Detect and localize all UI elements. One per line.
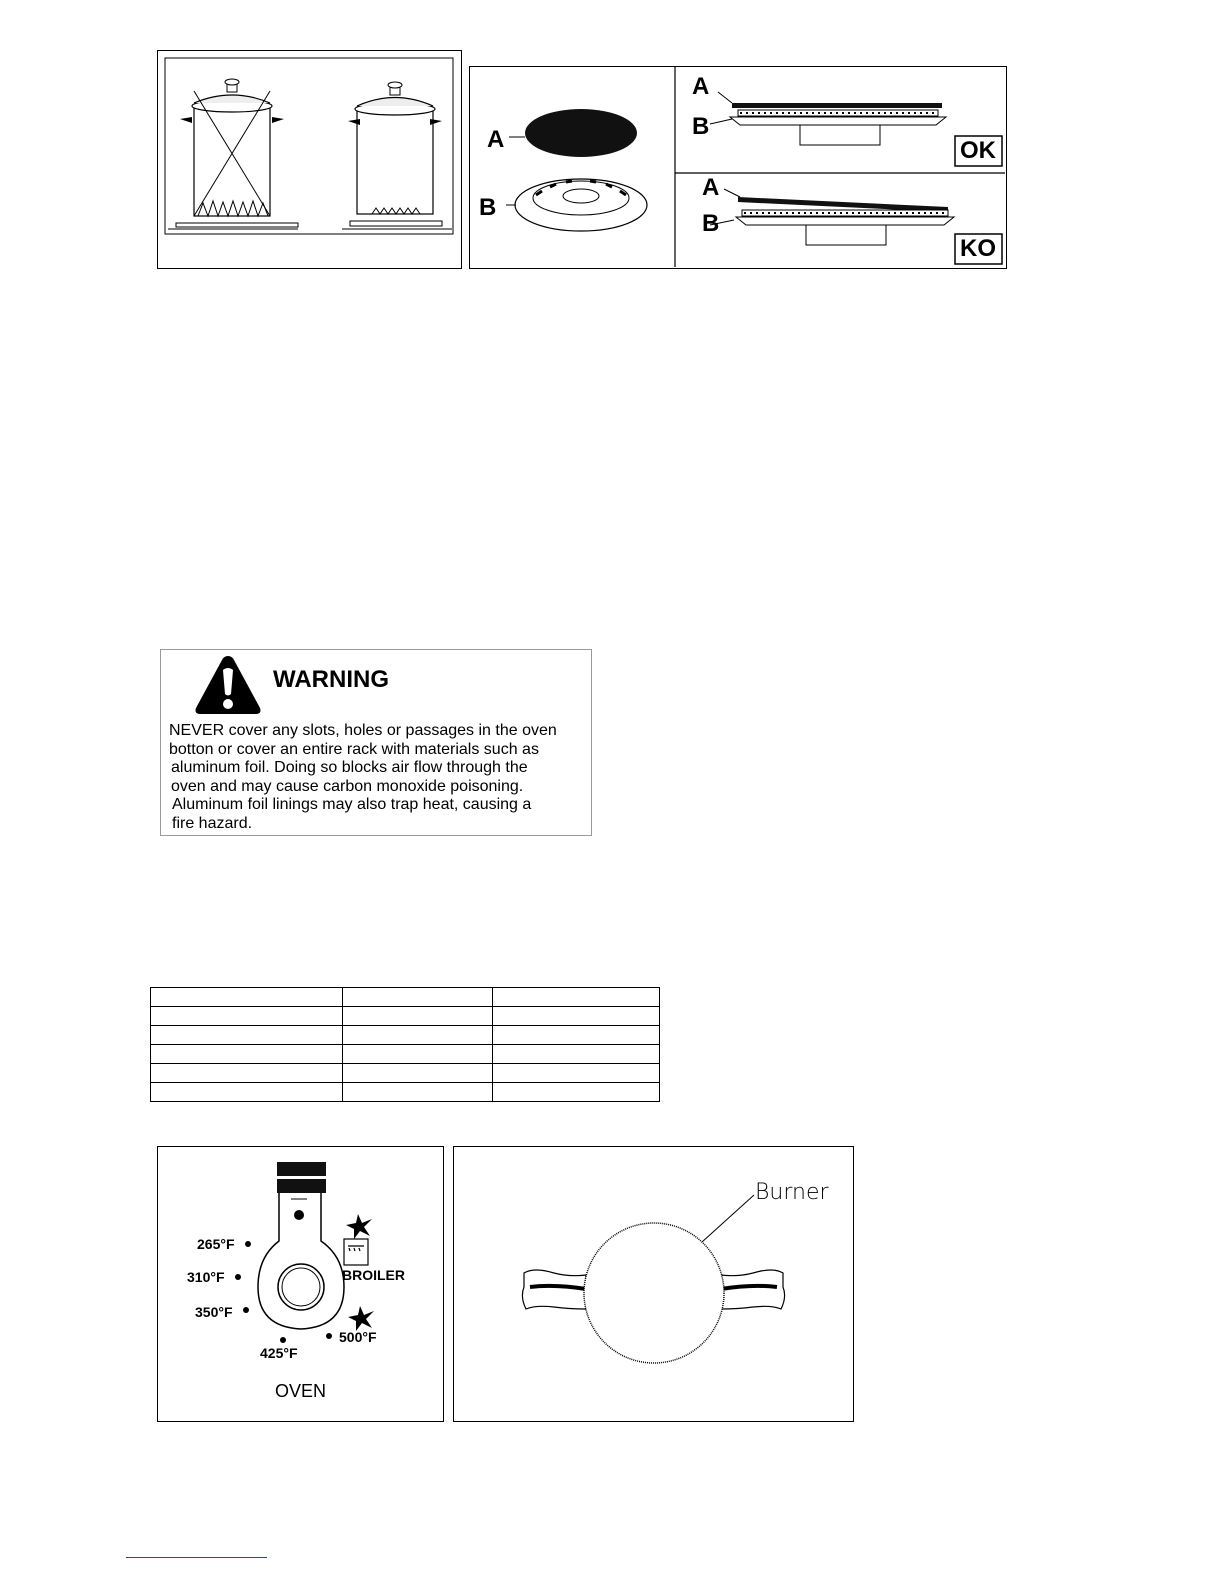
warning-text bbox=[169, 722, 589, 833]
table-cell bbox=[343, 1064, 493, 1083]
table-cell bbox=[343, 1007, 493, 1026]
table-cell bbox=[151, 1026, 343, 1045]
table-cell bbox=[151, 1064, 343, 1083]
wrong-pot-icon bbox=[168, 79, 298, 229]
table-row bbox=[151, 1007, 660, 1026]
ko-label: KO bbox=[960, 235, 996, 262]
burner-cap-icon bbox=[525, 109, 637, 157]
warning-triangle-icon bbox=[194, 654, 262, 716]
warning-line: oven and may cause carbon monoxide poisoning. bbox=[171, 777, 524, 795]
temp-350: 350°F bbox=[195, 1304, 233, 1320]
table-row bbox=[151, 1083, 660, 1102]
table-cell bbox=[343, 1045, 493, 1064]
ko-base-label-b: B bbox=[702, 210, 720, 237]
table-cell bbox=[343, 1083, 493, 1102]
broil-star-icon bbox=[348, 1306, 374, 1331]
temp-500: 500°F bbox=[339, 1329, 377, 1345]
correct-pot-icon bbox=[342, 82, 452, 229]
warning-box bbox=[160, 649, 592, 836]
table-row bbox=[151, 988, 660, 1007]
base-label-b: B bbox=[479, 194, 497, 221]
broiler-label: BROILER bbox=[342, 1267, 405, 1283]
empty-table bbox=[150, 987, 660, 1102]
ok-label: OK bbox=[960, 137, 996, 164]
table-cell bbox=[493, 1064, 660, 1083]
burner-label: Burner bbox=[755, 1180, 829, 1205]
table-cell bbox=[151, 1007, 343, 1026]
oven-label: OVEN bbox=[275, 1381, 327, 1401]
ok-cap-label-a: A bbox=[692, 73, 710, 100]
table-cell bbox=[151, 988, 343, 1007]
warning-title: WARNING bbox=[273, 666, 389, 693]
broiler-box-icon bbox=[344, 1239, 368, 1265]
ko-cap-label-a: A bbox=[702, 174, 720, 201]
pot-illustration bbox=[158, 51, 460, 267]
warning-line: NEVER cover any slots, holes or passages in the oven bbox=[169, 722, 557, 739]
table-cell bbox=[151, 1083, 343, 1102]
temp-425: 425°F bbox=[260, 1345, 298, 1361]
table-row bbox=[151, 1045, 660, 1064]
table-cell bbox=[151, 1045, 343, 1064]
table-cell bbox=[493, 1045, 660, 1064]
broiler-star-icon bbox=[346, 1214, 372, 1239]
table-cell bbox=[493, 1007, 660, 1026]
burner-cap-illustration bbox=[470, 67, 1005, 267]
pot-size-figure bbox=[157, 50, 462, 269]
burner-figure bbox=[453, 1146, 854, 1422]
temp-265: 265°F bbox=[197, 1236, 235, 1252]
table-cell bbox=[493, 988, 660, 1007]
warning-line: botton or cover an entire rack with materials such as bbox=[169, 740, 539, 758]
warning-line: aluminum foil. Doing so blocks air flow through the bbox=[171, 759, 528, 776]
table-row bbox=[151, 1026, 660, 1045]
oven-knob-figure bbox=[157, 1146, 444, 1422]
ok-base-label-b: B bbox=[692, 113, 710, 140]
warning-line: fire hazard. bbox=[172, 814, 253, 832]
burner-cap-figure bbox=[469, 66, 1007, 269]
footer-rule bbox=[126, 1557, 267, 1558]
table-cell bbox=[493, 1026, 660, 1045]
cap-label-a: A bbox=[487, 126, 505, 153]
table-cell bbox=[343, 1026, 493, 1045]
warning-line: Aluminum foil linings may also trap heat, causing a bbox=[172, 796, 532, 813]
table-cell bbox=[343, 988, 493, 1007]
table-cell bbox=[493, 1083, 660, 1102]
temp-310: 310°F bbox=[187, 1269, 225, 1285]
table-row bbox=[151, 1064, 660, 1083]
